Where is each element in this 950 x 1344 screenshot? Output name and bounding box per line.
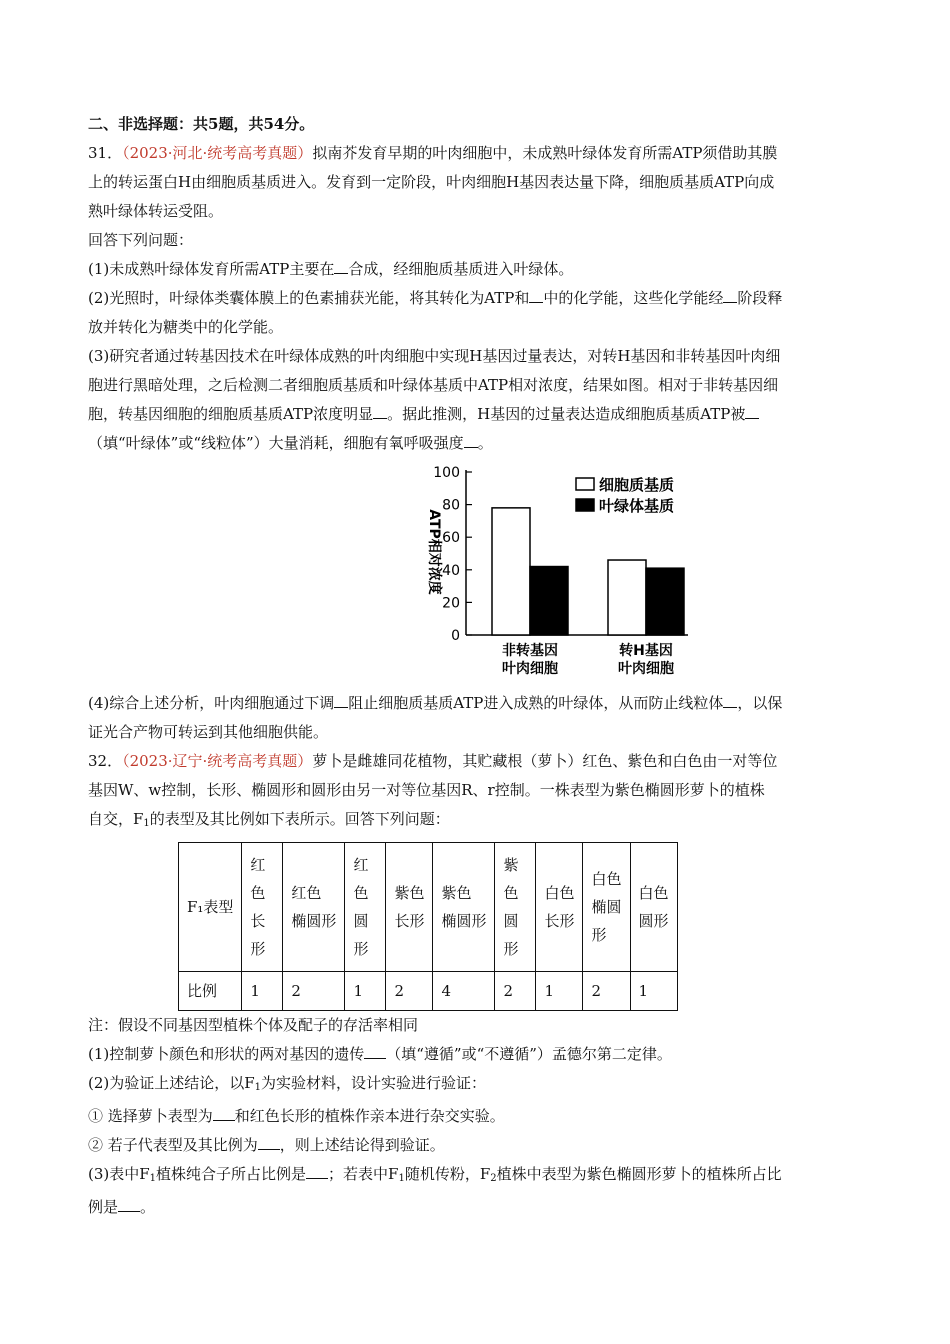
q32-source: （2023·辽宁·统考高考真题）	[122, 752, 313, 770]
q31-part-3e	[88, 429, 868, 458]
table-phenotype-cell: 白色 圆形	[630, 843, 677, 972]
table-phenotype-cell: 红 色 长 形	[242, 843, 283, 972]
q31-part-1	[88, 255, 868, 284]
q32-stem-3-text-a: 自交，F	[88, 810, 144, 828]
q32-stem-1: 萝卜是雌雄同花植物，其贮藏根（萝卜）红色、紫色和白色由一对等位	[312, 752, 778, 770]
q31-prompt: 回答下列问题：	[88, 231, 194, 249]
q32-part-3-text-f: 例是	[88, 1198, 119, 1216]
q32-part-3-text-b: 植株纯合子所占比例是	[156, 1165, 307, 1183]
table-ratio-cell: 4	[433, 972, 495, 1011]
q32-number: 32．	[88, 752, 123, 770]
table-row-header: F₁表型	[179, 843, 242, 972]
legend-swatch	[576, 499, 594, 511]
x-tick-label: 叶肉细胞	[618, 661, 674, 677]
y-tick-label: 80	[442, 497, 460, 514]
q32-part-1-text-a: (1)控制萝卜颜色和形状的两对基因的遗传	[88, 1045, 365, 1063]
q31-part-2	[88, 284, 868, 313]
subscript: 1	[143, 818, 150, 829]
x-tick-label: 非转基因	[502, 643, 558, 659]
q32-part-3-text-c: ；若表中F	[328, 1165, 399, 1183]
q32-part-3	[88, 1160, 868, 1193]
bar	[608, 560, 646, 635]
q32-note: 注：假设不同基因型植株个体及配子的存活率相同	[88, 1016, 419, 1034]
y-tick-label: 100	[433, 465, 460, 481]
bar	[492, 508, 530, 635]
x-tick-label: 转H基因	[619, 643, 673, 659]
q31-part-3c	[88, 400, 868, 429]
q32-step-2	[88, 1131, 868, 1160]
answer-blank[interactable]	[334, 257, 348, 274]
answer-blank[interactable]	[529, 286, 543, 303]
q32-part-3-text-a: (3)表中F	[88, 1165, 150, 1183]
q32-step-1-text-b: 和红色长形的植株作亲本进行杂交实验。	[234, 1107, 505, 1125]
legend-label: 细胞质基质	[599, 476, 675, 494]
section-header: 二、非选择题：共5题，共54分。	[88, 115, 315, 133]
legend-label: 叶绿体基质	[599, 497, 675, 515]
q31-part-4-text-a: (4)综合上述分析，叶肉细胞通过下调	[88, 694, 335, 712]
q32-step-2-text-b: ，则上述结论得到验证。	[279, 1136, 445, 1154]
q31-part-3-text-d: 。据此推测，H基因的过量表达造成细胞质基质ATP被	[387, 405, 746, 423]
answer-blank[interactable]	[464, 431, 478, 448]
q31-stem	[88, 139, 868, 168]
q32-part-1	[88, 1040, 868, 1069]
answer-blank[interactable]	[723, 691, 737, 708]
q31-part-3b: 胞进行黑暗处理，之后检测二者细胞质基质和叶绿体基质中ATP相对浓度，结果如图。相对于非转基因细	[88, 376, 779, 394]
q32-part-2-text-a: (2)为验证上述结论，以F	[88, 1074, 255, 1092]
q31-part-4-text-b: 阻止细胞质基质ATP进入成熟的叶绿体，从而防止线粒体	[348, 694, 724, 712]
atp-chart-container	[88, 462, 868, 687]
q32-part-2-text-b: 为实验材料，设计实验进行验证：	[261, 1074, 487, 1092]
q31-number: 31．	[88, 144, 123, 162]
q32-step-1-text-a: ① 选择萝卜表型为	[88, 1107, 213, 1125]
atp-bar-chart	[332, 462, 692, 682]
subscript: 1	[398, 1173, 405, 1184]
q31-part-1-text-b: 合成，经细胞质基质进入叶绿体。	[348, 260, 574, 278]
y-axis-label: ATP相对浓度	[426, 509, 442, 595]
table-ratio-cell: 2	[583, 972, 630, 1011]
table-ratio-cell: 1	[242, 972, 283, 1011]
y-tick-label: 40	[442, 562, 460, 579]
y-tick-label: 20	[442, 595, 460, 612]
q32-part-1-text-b: （填“遵循”或“不遵循”）孟德尔第二定律。	[386, 1045, 672, 1063]
q31-part-4	[88, 689, 868, 718]
answer-blank[interactable]	[306, 1162, 328, 1179]
table-phenotype-cell: 紫色 椭圆形	[433, 843, 495, 972]
table-row	[179, 843, 678, 972]
table-ratio-cell: 1	[536, 972, 583, 1011]
q32-step-1	[88, 1102, 868, 1131]
subscript: 1	[254, 1082, 262, 1093]
table-ratio-cell: 2	[495, 972, 536, 1011]
x-tick-label: 叶肉细胞	[502, 661, 558, 677]
table-phenotype-cell: 白色 长形	[536, 843, 583, 972]
table-phenotype-cell: 紫色 长形	[386, 843, 433, 972]
q31-part-3-text-c: 胞，转基因细胞的细胞质基质ATP浓度明显	[88, 405, 374, 423]
q32-stem-2: 基因W、w控制，长形、椭圆形和圆形由另一对等位基因R、r控制。一株表型为紫色椭圆形萝卜的植株	[88, 781, 765, 799]
q32-stem	[88, 747, 868, 776]
legend-swatch	[576, 478, 594, 490]
table-phenotype-cell: 白色 椭圆 形	[583, 843, 630, 972]
q31-part-1-text-a: (1)未成熟叶绿体发育所需ATP主要在	[88, 260, 335, 278]
exam-page	[88, 110, 868, 1222]
q32-part-3-text-d: 随机传粉，F	[404, 1165, 491, 1183]
table-phenotype-cell: 红色 椭圆形	[283, 843, 345, 972]
table-phenotype-cell: 红 色 圆 形	[345, 843, 386, 972]
q32-part-3-cont	[88, 1193, 868, 1222]
answer-blank[interactable]	[364, 1042, 386, 1059]
q31-part-2-text-a: (2)光照时，叶绿体类囊体膜上的色素捕获光能，将其转化为ATP和	[88, 289, 530, 307]
q31-part-4-text-c: ，以保	[737, 694, 783, 712]
y-tick-label: 0	[451, 628, 460, 644]
answer-blank[interactable]	[373, 402, 387, 419]
bar	[646, 568, 684, 635]
q31-part-2-text-c: 阶段释	[737, 289, 783, 307]
table-row	[179, 972, 678, 1011]
q31-part-3-text-f: 。	[477, 434, 493, 452]
table-ratio-cell: 2	[386, 972, 433, 1011]
q32-stem-3-text-b: 的表型及其比例如下表所示。回答下列问题：	[149, 810, 450, 828]
answer-blank[interactable]	[334, 691, 348, 708]
answer-blank[interactable]	[118, 1195, 140, 1212]
table-ratio-header: 比例	[179, 972, 242, 1011]
bar	[530, 567, 568, 635]
q32-stem-3	[88, 805, 868, 838]
answer-blank[interactable]	[745, 402, 759, 419]
q31-stem-3: 熟叶绿体转运受阻。	[88, 202, 224, 220]
subscript: 2	[490, 1173, 497, 1184]
q31-part-3a: (3)研究者通过转基因技术在叶绿体成熟的叶肉细胞中实现H基因过量表达，对转H基因和非转基因叶肉细	[88, 347, 781, 365]
answer-blank[interactable]	[258, 1133, 280, 1150]
table-ratio-cell: 2	[283, 972, 345, 1011]
subscript: 1	[149, 1173, 157, 1184]
q31-stem-1: 拟南芥发育早期的叶肉细胞中，未成熟叶绿体发育所需ATP须借助其膜	[312, 144, 778, 162]
table-ratio-cell: 1	[630, 972, 677, 1011]
q31-part-4-cont: 证光合产物可转运到其他细胞供能。	[88, 723, 329, 741]
q32-part-3-text-g: 。	[140, 1198, 156, 1216]
q31-source: （2023·河北·统考高考真题）	[122, 144, 313, 162]
q32-step-2-text-a: ② 若子代表型及其比例为	[88, 1136, 258, 1154]
q31-part-2-cont: 放并转化为糖类中的化学能。	[88, 318, 284, 336]
table-ratio-cell: 1	[345, 972, 386, 1011]
f1-phenotype-table	[178, 842, 678, 1011]
answer-blank[interactable]	[723, 286, 737, 303]
q31-part-3-text-e: （填“叶绿体”或“线粒体”）大量消耗，细胞有氧呼吸强度	[88, 434, 464, 452]
q31-stem-2: 上的转运蛋白H由细胞质基质进入。发育到一定阶段，叶肉细胞H基因表达量下降，细胞质基质ATP向成	[88, 173, 775, 191]
answer-blank[interactable]	[213, 1104, 235, 1121]
y-tick-label: 60	[442, 530, 460, 547]
q32-part-3-text-e: 植株中表型为紫色椭圆形萝卜的植株所占比	[496, 1165, 782, 1183]
q32-part-2	[88, 1069, 868, 1102]
q31-part-2-text-b: 中的化学能，这些化学能经	[543, 289, 724, 307]
table-phenotype-cell: 紫 色 圆 形	[495, 843, 536, 972]
